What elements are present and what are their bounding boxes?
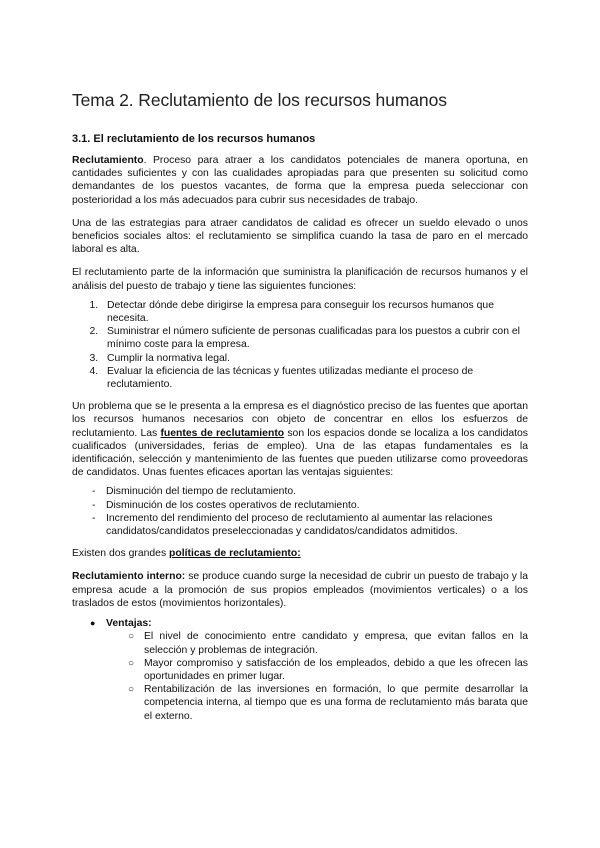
sources-text-before: Un problema que se le presenta a la empresa es el diagnóstico preciso de las fuentes que aportan los recursos humanos necesarios con objeto de concentrar en ellos los esfuerzos de reclutamiento. Las	[72, 401, 528, 439]
paragraph-definition	[72, 154, 528, 207]
ventaja-text: El nivel de conocimiento entre candidato y empresa, que evitan fallos en la selección y problemas de integración.	[144, 631, 528, 656]
paragraph-internal-recruitment	[72, 570, 528, 610]
functions-list	[72, 299, 528, 391]
advantages-list	[72, 485, 528, 538]
list-item: - Incremento del rendimiento del proceso de reclutamiento al aumentar las relaciones candidatos/candidatos preseleccionadas y candidatos/candidatos admitidos.	[92, 512, 528, 538]
term-reclutamiento-interno: Reclutamiento interno:	[72, 571, 186, 583]
term-reclutamiento: Reclutamiento	[72, 155, 144, 166]
sources-text-after: son los espacios donde se localiza a los candidatos cualificados (universidades, ferias de empleo). Una de las etapas fundamentales es la identificación, selección y mantenimiento de las fuentes que pueden utilizarse como proveedoras de candidatos. Unas fuentes eficaces aportan las ventajas siguientes:	[72, 427, 528, 479]
paragraph-strategies: Una de las estrategias para atraer candidatos de calidad es ofrecer un sueldo elevado o unos beneficios sociales altos: el reclutamiento se simplifica cuando la tasa de paro en el mercado laboral es alta.	[72, 217, 528, 256]
list-item: 4. Evaluar la eficiencia de las técnicas y fuentes utilizadas mediante el proceso de reclutamiento.	[101, 365, 528, 391]
paragraph-policies	[72, 547, 528, 560]
list-item	[126, 683, 528, 723]
list-item: - Disminución del tiempo de reclutamiento.	[92, 485, 528, 498]
ventaja-text: Rentabilización de las inversiones en formación, lo que permite desarrollar la competencia interna, al tiempo que es una forma de reclutamiento más barata que el externo.	[144, 684, 528, 722]
ventajas-item	[90, 617, 528, 723]
ventajas-sublist	[106, 630, 528, 722]
list-item	[126, 657, 528, 683]
circle-bullet-icon: ○	[128, 657, 135, 669]
internal-recruitment-text: se produce cuando surge la necesidad de cubrir un puesto de trabajo y la empresa acude a la promoción de sus propios empleados (movimientos verticales) o a los traslados de estos (movimientos horizontales).	[72, 571, 528, 609]
document-title: Tema 2. Reclutamiento de los recursos humanos	[72, 90, 447, 110]
bullet-icon: ●	[90, 618, 96, 629]
circle-bullet-icon: ○	[128, 684, 135, 696]
link-politicas-de-reclutamiento[interactable]: políticas de reclutamiento:	[169, 548, 301, 560]
list-item: 2. Suministrar el número suficiente de personas cualificadas para los puestos a cubrir con el mínimo coste para la empresa.	[101, 325, 528, 351]
list-item: 1. Detectar dónde debe dirigirse la empresa para conseguir los recursos humanos que necesita.	[101, 299, 528, 325]
ventajas-list	[72, 617, 528, 723]
paragraph-sources	[72, 400, 528, 479]
circle-bullet-icon: ○	[128, 631, 135, 643]
ventajas-label: Ventajas:	[106, 618, 152, 630]
link-fuentes-de-reclutamiento[interactable]: fuentes de reclutamiento	[160, 427, 285, 439]
list-item: 3. Cumplir la normativa legal.	[101, 352, 528, 365]
paragraph-functions-intro: El reclutamiento parte de la información que suministra la planificación de recursos humanos y el análisis del puesto de trabajo y tiene las siguientes funciones:	[72, 267, 528, 292]
policies-text: Existen dos grandes	[72, 548, 170, 560]
list-item: - Disminución de los costes operativos de reclutamiento.	[92, 499, 528, 512]
definition-text: . Proceso para atraer a los candidatos potenciales de manera oportuna, en cantidades suficientes y con las cualidades apropiadas para que presenten su solicitud como demandantes de los puestos vacantes, de forma que la empresa pueda seleccionar con posterioridad a los más adecuados para cubrir sus necesidades de trabajo.	[72, 155, 528, 206]
ventaja-text: Mayor compromiso y satisfacción de los empleados, debido a que les ofrecen las oportunidades en primer lugar.	[144, 657, 528, 682]
list-item	[126, 630, 528, 656]
section-heading: 3.1. El reclutamiento de los recursos humanos	[72, 133, 316, 145]
